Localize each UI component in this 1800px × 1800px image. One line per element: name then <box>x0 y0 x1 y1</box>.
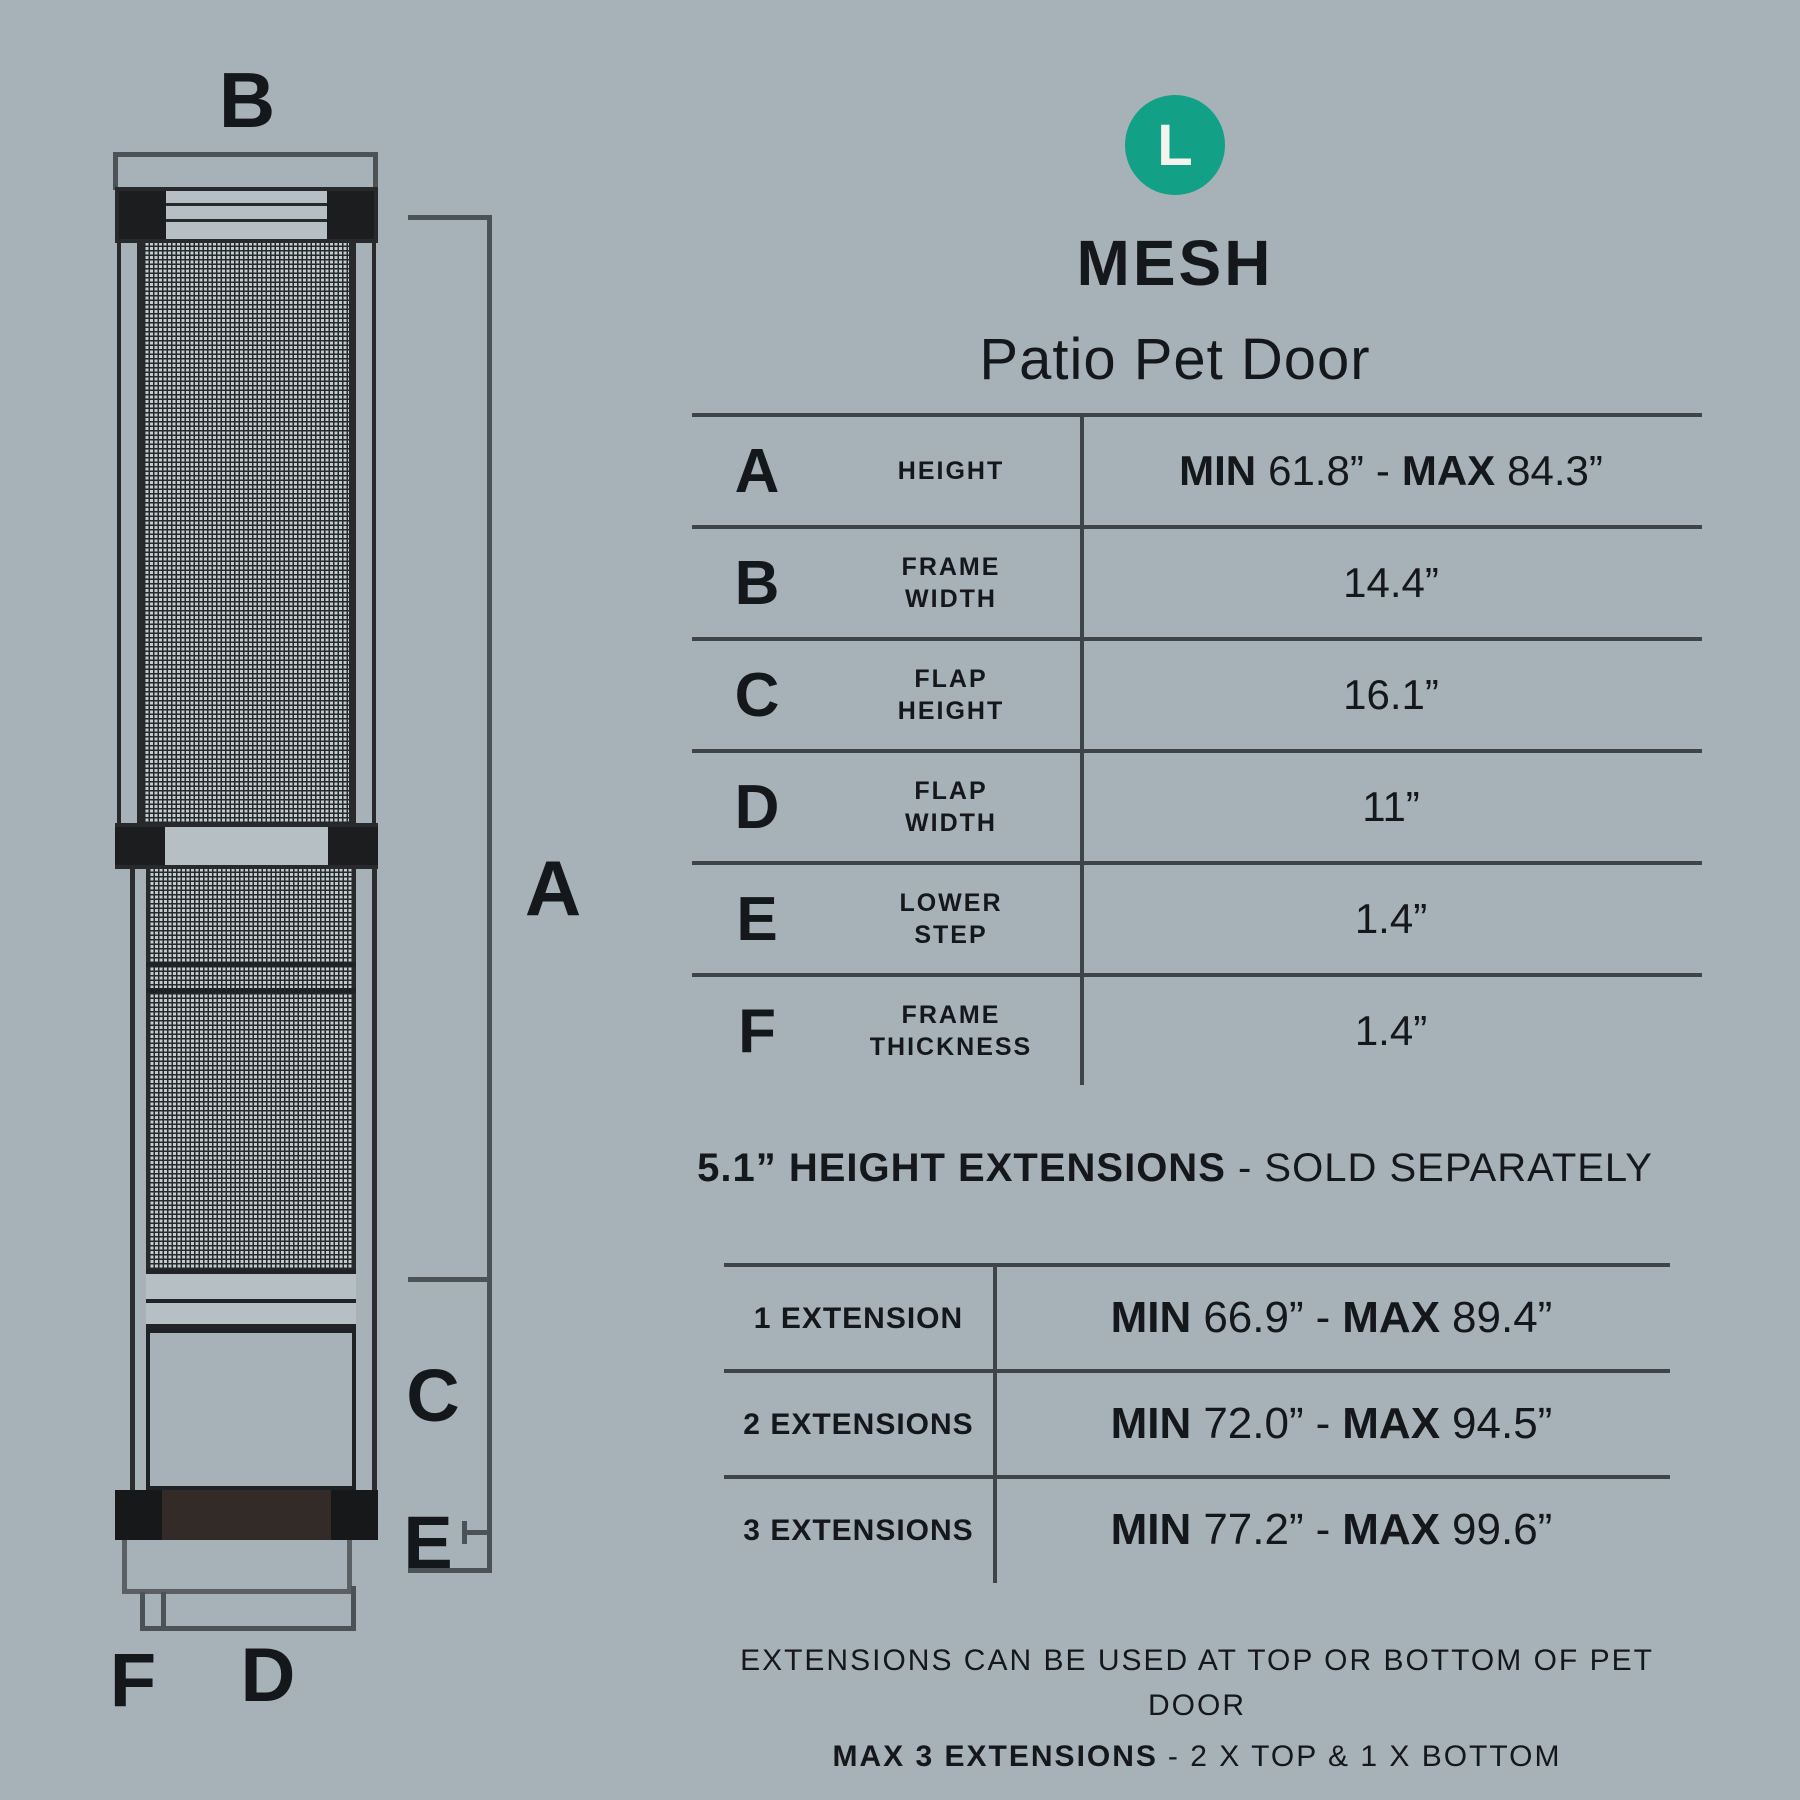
extensions-table-divider <box>993 1263 997 1583</box>
door-corner-block <box>328 827 378 865</box>
table-row <box>692 749 1702 861</box>
spec-table-divider <box>1080 413 1084 1085</box>
door-corner-block <box>327 191 374 239</box>
spec-label: LOWER STEP <box>899 888 1003 949</box>
spec-label: HEIGHT <box>897 456 1005 485</box>
door-tension-line <box>146 988 356 993</box>
flap-header-line <box>146 1299 356 1303</box>
extension-label: 3 EXTENSIONS <box>743 1513 974 1547</box>
extension-value: MIN 77.2” - MAX 99.6” <box>1110 1505 1553 1554</box>
door-top-slat <box>161 219 332 222</box>
spec-label: FLAP WIDTH <box>905 776 997 837</box>
door-left-channel <box>117 243 141 823</box>
dim-bracket-b-line <box>113 152 378 157</box>
spec-value: MIN 61.8” - MAX 84.3” <box>1179 447 1603 494</box>
dim-line-a-vertical <box>487 215 492 1573</box>
dim-bracket-b-left-stub <box>113 152 118 190</box>
spec-table <box>692 413 1702 1085</box>
door-upper-mesh-panel <box>141 243 352 823</box>
footer-line-1: EXTENSIONS CAN BE USED AT TOP OR BOTTOM OF PET DOOR <box>740 1644 1654 1722</box>
footer-note <box>692 1638 1702 1779</box>
door-middle-divider <box>115 823 378 869</box>
spec-value: 1.4” <box>1354 895 1428 942</box>
table-row <box>692 637 1702 749</box>
spec-letter: C <box>734 660 780 730</box>
table-row <box>692 861 1702 973</box>
dim-stub-f-left <box>140 1592 145 1631</box>
extensions-table <box>724 1263 1670 1581</box>
size-badge <box>1125 95 1225 195</box>
door-lower-left-rail <box>130 869 135 1490</box>
dim-label-e: E <box>403 1501 453 1584</box>
spec-letter: B <box>734 548 780 618</box>
door-lower-right-rail <box>372 869 377 1490</box>
dim-label-d: D <box>240 1633 296 1718</box>
product-title: MESH <box>1076 227 1274 299</box>
spec-value: 14.4” <box>1343 559 1439 606</box>
dim-bracket-d-line <box>140 1626 356 1631</box>
spec-value: 11” <box>1362 783 1420 830</box>
flap-header-bar <box>146 1269 356 1329</box>
dim-label-a: A <box>524 844 582 932</box>
extension-value: MIN 66.9” - MAX 89.4” <box>1110 1293 1553 1342</box>
door-right-channel <box>352 243 376 823</box>
spec-letter: D <box>734 772 780 842</box>
dim-stub-f-right <box>161 1592 166 1631</box>
door-lower-mesh-panel <box>146 869 356 1269</box>
table-row <box>692 973 1702 1085</box>
product-subtitle: Patio Pet Door <box>979 327 1371 392</box>
size-badge-letter: L <box>1157 112 1193 178</box>
extensions-heading: 5.1” HEIGHT EXTENSIONS - SOLD SEPARATELY <box>697 1146 1653 1190</box>
door-bottom-bar <box>115 1490 378 1540</box>
extension-value: MIN 72.0” - MAX 94.5” <box>1110 1399 1553 1448</box>
dim-bracket-b-right-stub <box>373 152 378 190</box>
door-corner-block <box>119 191 166 239</box>
door-corner-block <box>331 1490 378 1540</box>
door-corner-block <box>115 827 165 865</box>
door-top-rail <box>115 187 378 243</box>
table-row <box>692 413 1702 525</box>
door-bottom-track <box>122 1540 352 1594</box>
door-tension-line <box>146 962 356 967</box>
table-row <box>692 525 1702 637</box>
spec-label: FRAME THICKNESS <box>869 1000 1033 1061</box>
table-row <box>724 1263 1670 1369</box>
spec-label: FRAME WIDTH <box>901 552 1001 613</box>
dim-tick-c-top <box>408 1277 492 1282</box>
door-corner-block <box>115 1490 162 1540</box>
dim-label-c: C <box>406 1354 460 1437</box>
spec-letter: E <box>736 884 778 954</box>
flap-opening <box>146 1329 356 1490</box>
spec-value: 16.1” <box>1343 671 1439 718</box>
door-top-slat <box>161 203 332 206</box>
dim-stub-d-right <box>351 1586 356 1631</box>
extension-label: 1 EXTENSION <box>753 1301 964 1335</box>
spec-letter: A <box>734 436 780 506</box>
table-row <box>724 1475 1670 1581</box>
footer-line-2: MAX 3 EXTENSIONS - 2 X TOP & 1 X BOTTOM <box>832 1740 1562 1773</box>
spec-letter: F <box>738 996 776 1066</box>
extension-label: 2 EXTENSIONS <box>743 1407 974 1441</box>
table-row <box>724 1369 1670 1475</box>
dim-tick-a-top <box>408 215 492 220</box>
spec-label: FLAP HEIGHT <box>897 664 1005 725</box>
dim-label-f: F <box>109 1638 157 1723</box>
dim-label-b: B <box>218 56 276 144</box>
spec-value: 1.4” <box>1354 1007 1428 1054</box>
